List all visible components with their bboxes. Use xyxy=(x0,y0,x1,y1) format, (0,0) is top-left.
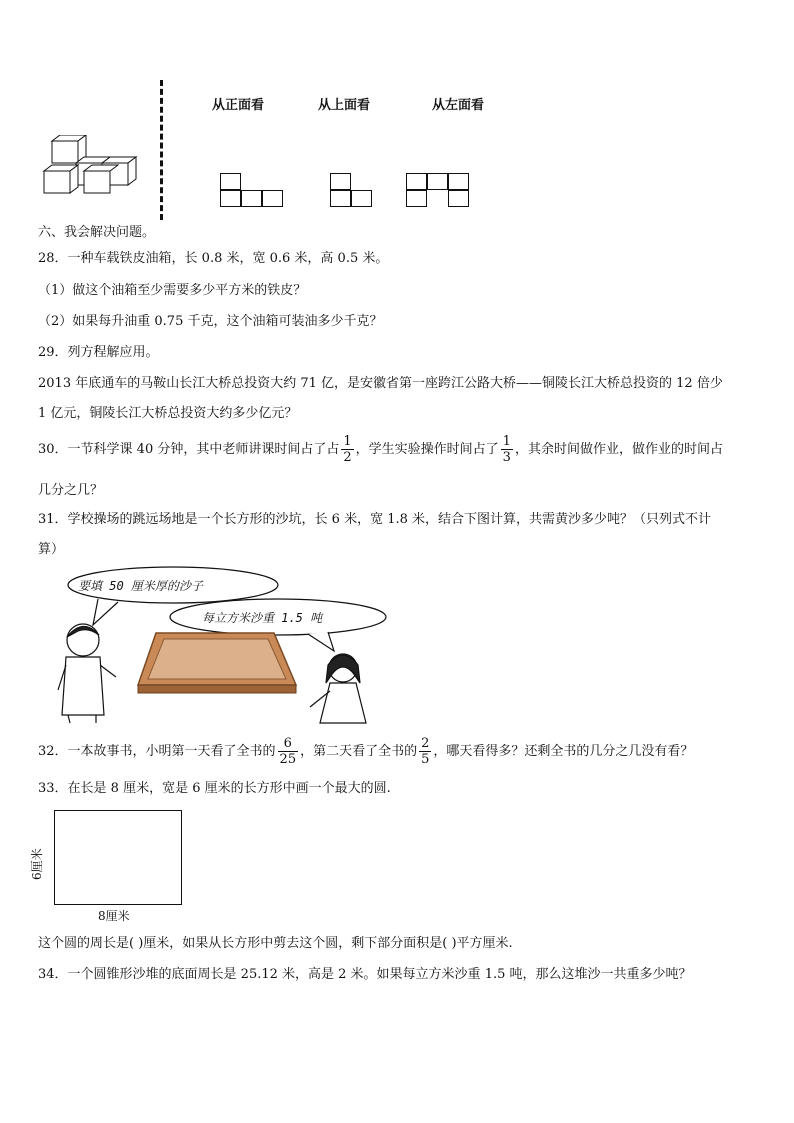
section-heading: 六、我会解决问题。 xyxy=(38,225,156,240)
cube-stack-figure xyxy=(40,135,144,199)
q32-f2-numerator: 2 xyxy=(421,736,430,751)
q30-f2-denominator: 3 xyxy=(502,450,511,465)
q32-text-b: ，第二天看了全书的 xyxy=(300,744,418,759)
dashed-divider xyxy=(160,80,163,220)
q28-stem: 28．一种车载铁皮油箱，长 0.8 米，宽 0.6 米，高 0.5 米。 xyxy=(38,251,389,266)
q34-stem: 34．一个圆锥形沙堆的底面周长是 25.12 米，高是 2 米。如果每立方米沙重 1.5 吨，那么这堆沙一共重多少吨？ xyxy=(38,967,692,982)
q30-text-c: ，其余时间做作业，做作业的时间占 xyxy=(514,442,723,457)
q28-part2: （2）如果每升油重 0.75 千克，这个油箱可装油多少千克？ xyxy=(38,314,383,329)
q29-stem: 29．列方程解应用。 xyxy=(38,345,159,360)
q28-part1: （1）做这个油箱至少需要多少平方米的铁皮？ xyxy=(38,283,307,298)
q32-text-c: ，哪天看得多？还剩全书的几分之几没有看？ xyxy=(433,744,694,759)
front-view-label: 从正面看 xyxy=(212,98,265,113)
q33-stem: 33．在长是 8 厘米，宽是 6 厘米的长方形中画一个最大的圆. xyxy=(38,781,391,796)
q30-f1-denominator: 2 xyxy=(343,450,352,465)
q30-text-a: 30．一节科学课 40 分钟，其中老师讲课时间占了占 xyxy=(38,442,340,457)
q31-line2: 算） xyxy=(38,542,65,557)
q33-length-label: 8厘米 xyxy=(98,909,130,923)
q31-line1: 31．学校操场的跳远场地是一个长方形的沙坑，长 6 米，宽 1.8 米，结合下图计算，共需黄沙多少吨？（只列式不计 xyxy=(38,512,712,527)
top-view-grid xyxy=(330,173,374,209)
bubble-sand-weight: 每立方米沙重 1.5 吨 xyxy=(202,611,323,625)
q30-f2-numerator: 1 xyxy=(502,434,511,449)
q32-text-a: 32．一本故事书，小明第一天看了全书的 xyxy=(38,744,276,759)
q32-f1-denominator: 25 xyxy=(279,752,297,767)
front-view-grid xyxy=(220,173,286,209)
q32-fraction-2 xyxy=(419,736,431,767)
q33-rectangle xyxy=(54,810,182,905)
left-view-label: 从左面看 xyxy=(432,98,485,113)
q32-f1-numerator: 6 xyxy=(278,736,299,752)
q33-width-label: 6厘米 xyxy=(30,848,44,880)
q30-text-b: ，学生实验操作时间占了 xyxy=(355,442,499,457)
q30-line1 xyxy=(38,432,723,468)
q30-fraction-2 xyxy=(501,434,513,465)
q32-f2-denominator: 5 xyxy=(421,752,430,767)
top-view-label: 从上面看 xyxy=(318,98,371,113)
q32-fraction-1 xyxy=(278,736,299,767)
q29-line2: 1 亿元，铜陵长江大桥总投资大约多少亿元？ xyxy=(38,406,298,421)
q32-line xyxy=(38,730,693,774)
bubble-sand-thickness: 要填 50 厘米厚的沙子 xyxy=(78,579,203,593)
q30-f1-numerator: 1 xyxy=(343,434,352,449)
q30-fraction-1 xyxy=(341,434,353,465)
q29-line1: 2013 年底通车的马鞍山长江大桥总投资大约 71 亿，是安徽省第一座跨江公路大桥——铜陵长江大桥总投资的 12 倍少 xyxy=(38,376,723,391)
left-view-grid xyxy=(406,173,472,209)
q30-line2: 几分之几？ xyxy=(38,483,104,498)
q33-fill-blank: 这个圆的周长是( )厘米，如果从长方形中剪去这个圆，剩下部分面积是( )平方厘米. xyxy=(38,936,513,951)
